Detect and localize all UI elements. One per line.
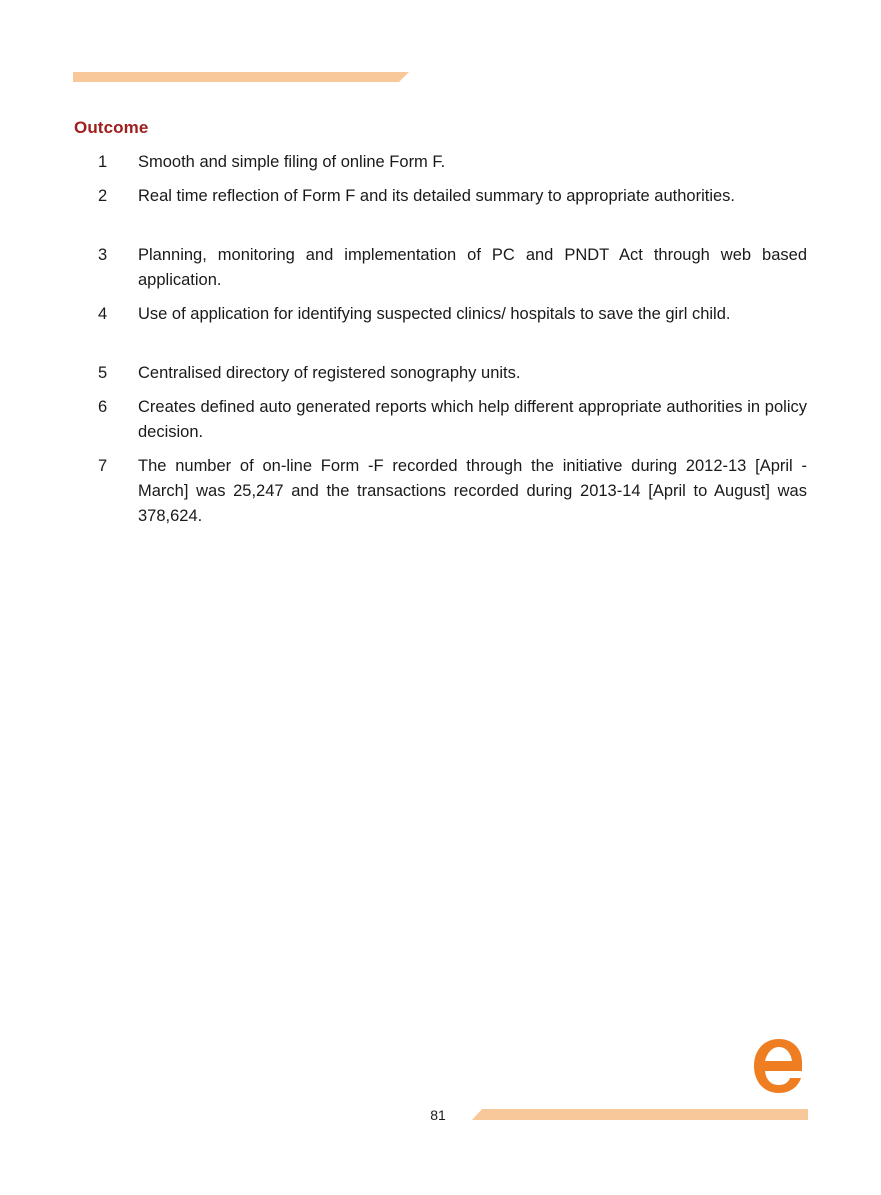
list-item-number: 5 [98,364,108,382]
list-item-text: Planning, monitoring and implementation of PC and PNDT Act through web based application. [138,246,807,289]
list-item-number: 7 [98,457,108,475]
list-item-number: 1 [98,153,108,171]
list-item-text: Creates defined auto generated reports which help different appropriate authorities in policy decision. [138,398,807,441]
section-heading: Outcome [74,118,149,137]
list-item-number: 2 [98,187,108,205]
bottom-decorative-bar [472,1109,808,1120]
list-item-text: Use of application for identifying suspected clinics/ hospitals to save the girl child. [138,305,731,323]
list-item-text: The number of on-line Form -F recorded through the initiative during 2012-13 [April - March] was 25,247 and the transactions recorded during 2013-14 [April to August] was 378,624. [138,457,807,525]
list-item-text: Centralised directory of registered sonography units. [138,364,521,382]
page-number: 81 [430,1107,446,1123]
list-item-number: 6 [98,398,108,416]
list-item-number: 3 [98,246,108,264]
top-decorative-bar [73,72,409,82]
list-item-text: Smooth and simple filing of online Form F. [138,153,446,171]
list-item-text: Real time reflection of Form F and its detailed summary to appropriate authorities. [138,187,736,205]
e-letter-logo-icon [748,1035,808,1097]
list-item-number: 4 [98,305,108,323]
